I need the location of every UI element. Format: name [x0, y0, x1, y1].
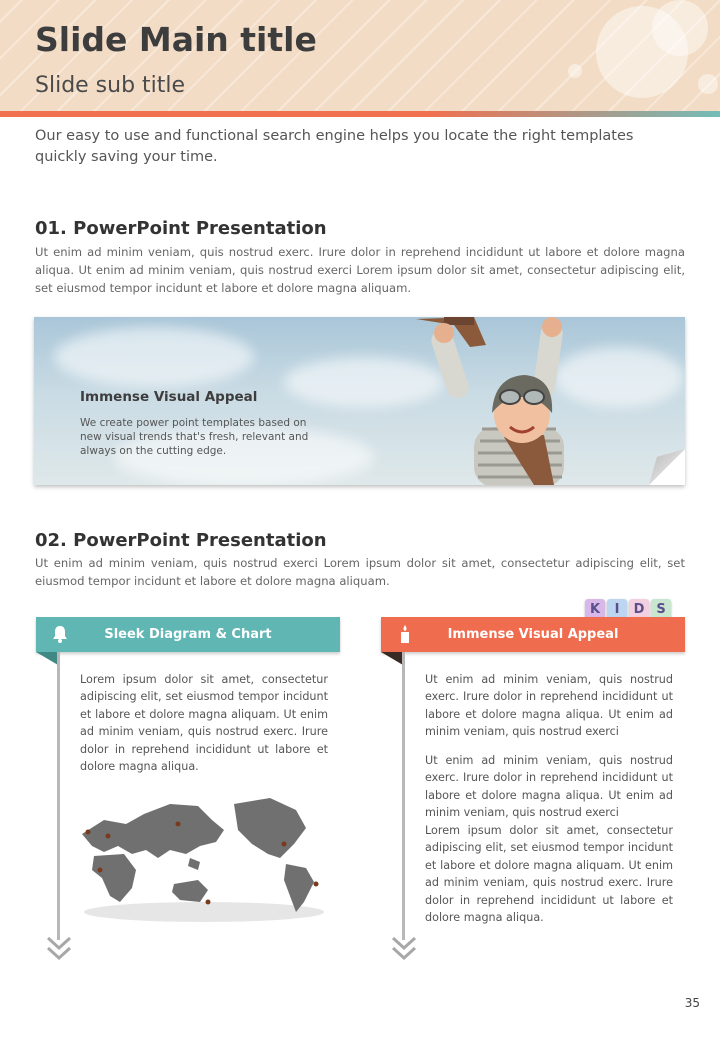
kids-block-k: K: [585, 599, 605, 619]
left-timeline-line: [57, 652, 60, 940]
right-column-text-2: Ut enim ad minim veniam, quis nostrud exerc. Irure dolor in reprehend incididunt ut labore et dolore magna aliqua. Ut enim ad minim veniam, quis nostrud exerci: [425, 754, 673, 820]
banner-text: We create power point templates based on new visual trends that's fresh, relevant and always on the cutting edge.: [80, 417, 309, 457]
decorative-bubble: [568, 64, 582, 78]
right-ribbon: [381, 617, 685, 652]
right-timeline-line: [402, 652, 405, 940]
kids-block-s: S: [651, 599, 671, 619]
banner-title: Immense Visual Appeal: [80, 389, 258, 405]
hero-banner-image: [34, 317, 685, 485]
candle-icon: [395, 624, 415, 644]
kids-block-d: D: [629, 599, 649, 619]
world-map-image: [74, 784, 336, 924]
section1-heading: 01. PowerPoint Presentation: [35, 218, 327, 239]
right-chevron-down-icon: [391, 934, 417, 962]
slide-header: [0, 0, 720, 112]
slide-main-title: Slide Main title: [35, 20, 317, 59]
left-column-text: Lorem ipsum dolor sit amet, consectetur adipiscing elit, set eiusmod tempor incidunt et labore et dolore magna aliquam. Ut enim ad minim veniam, quis nostrud exerc. Irure dolor in reprehend incididunt ut labore et dolore magna aliqua.: [80, 673, 328, 774]
right-ribbon-tail: [381, 652, 403, 665]
right-column-text-1: Ut enim ad minim veniam, quis nostrud exerc. Irure dolor in reprehend incididunt ut labore et dolore magna aliqua. Ut enim ad minim veniam, quis nostrud exerci: [425, 673, 673, 739]
kids-blocks: [585, 599, 671, 619]
section2-heading: 02. PowerPoint Presentation: [35, 530, 327, 551]
decorative-bubble: [698, 74, 718, 94]
slide-subtitle: Slide sub title: [35, 73, 186, 98]
section2-body: Ut enim ad minim veniam, quis nostrud exerci Lorem ipsum dolor sit amet, consectetur adipiscing elit, set eiusmod tempor incidunt et labore et dolore magna aliquam.: [35, 556, 685, 588]
right-ribbon-label: Immense Visual Appeal: [447, 627, 619, 642]
section1-body: Ut enim ad minim veniam, quis nostrud exerc. Irure dolor in reprehend incididunt ut labore et dolore magna aliqua. Ut enim ad minim veniam, quis nostrud exerci Lorem ipsum dolor sit amet, consectetur adipiscing elit, set eiusmod tempor incidunt et labore et dolore magna aliquam.: [35, 245, 685, 295]
left-chevron-down-icon: [46, 934, 72, 962]
intro-text: Our easy to use and functional search engine helps you locate the right templates quickly saving your time.: [35, 128, 634, 165]
decorative-bubble: [652, 0, 708, 56]
left-ribbon: [36, 617, 340, 652]
page-number: 35: [684, 996, 700, 1010]
kids-block-i: I: [607, 599, 627, 619]
bell-icon: [50, 624, 70, 644]
left-ribbon-tail: [36, 652, 58, 665]
left-ribbon-label: Sleek Diagram & Chart: [104, 627, 272, 642]
header-accent-bar: [0, 111, 720, 117]
right-column-text-3: Lorem ipsum dolor sit amet, consectetur adipiscing elit, set eiusmod tempor incidunt et labore et dolore magna aliquam. Ut enim ad minim veniam, quis nostrud exerc. Irure dolor in reprehend incididunt ut labore et dolore magna aliqua.: [425, 824, 673, 925]
